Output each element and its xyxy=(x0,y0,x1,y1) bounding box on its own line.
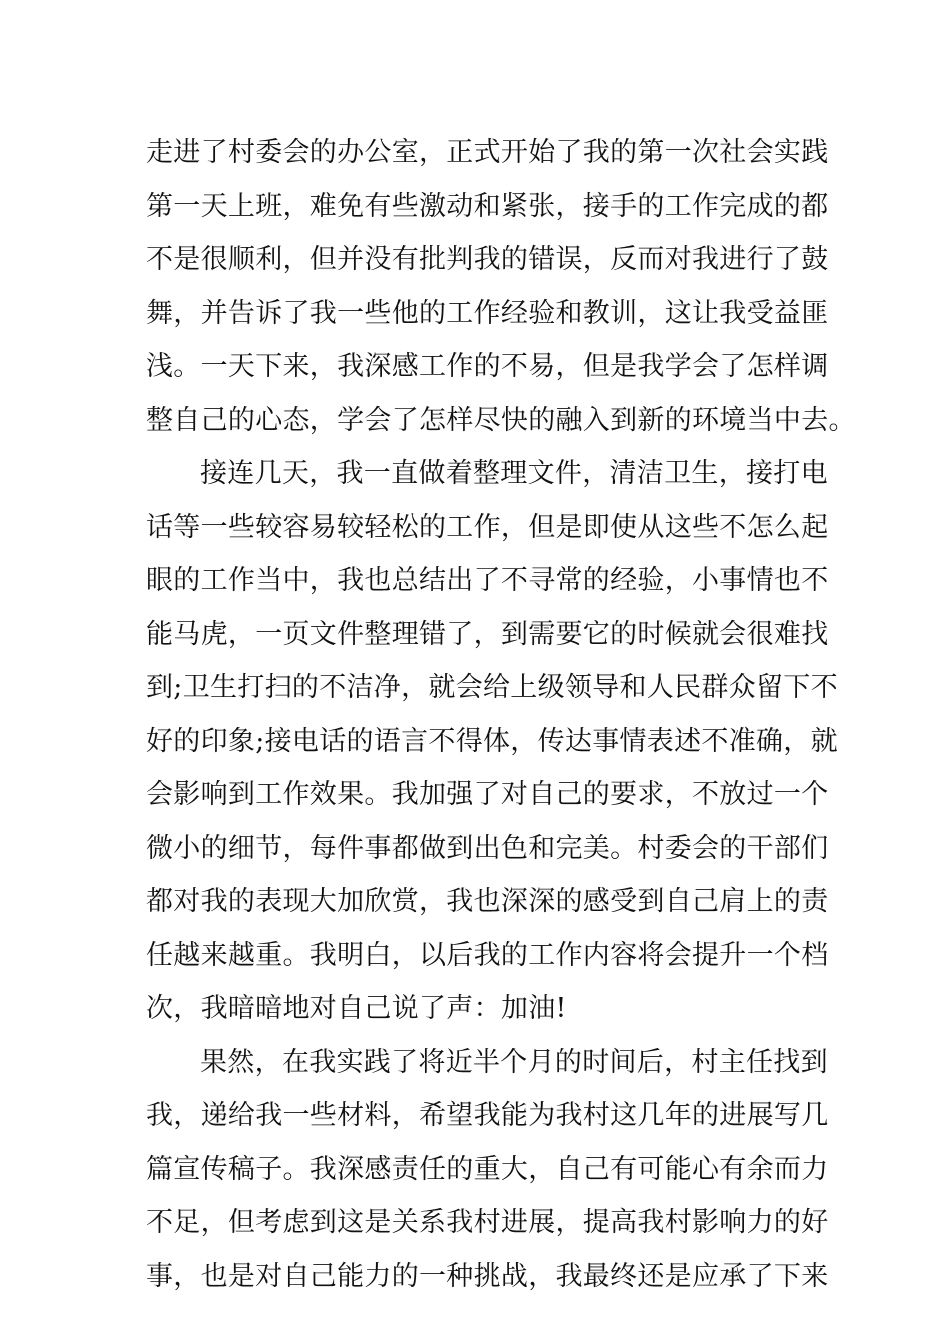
text-line: 不是很顺利，但并没有批判我的错误，反而对我进行了鼓 xyxy=(146,244,829,275)
text-line: 能马虎，一页文件整理错了，到需要它的时候就会很难找 xyxy=(146,618,829,650)
text-line: 会影响到工作效果。我加强了对自己的要求，不放过一个 xyxy=(146,779,829,810)
text-line: 走进了村委会的办公室，正式开始了我的第一次社会实践 xyxy=(146,137,829,168)
text-line: 舞，并告诉了我一些他的工作经验和教训，这让我受益匪 xyxy=(146,297,829,329)
text-line: 事，也是对自己能力的一种挑战，我最终还是应承了下来 xyxy=(146,1260,829,1292)
text-line: 浅。一天下来，我深感工作的不易，但是我学会了怎样调 xyxy=(146,351,829,382)
text-line: 话等一些较容易较轻松的工作，但是即使从这些不怎么起 xyxy=(146,511,829,543)
text-line: 好的印象;接电话的语言不得体，传达事情表述不准确，就 xyxy=(146,725,838,757)
body-text xyxy=(146,126,856,1303)
paragraph-start-line: 果然，在我实践了将近半个月的时间后，村主任找到 xyxy=(200,1046,828,1078)
paragraph-start-line: 接连几天，我一直做着整理文件，清洁卫生，接打电 xyxy=(200,458,828,489)
text-line: 到;卫生打扫的不洁净，就会给上级领导和人民群众留下不 xyxy=(146,672,838,703)
text-line: 篇宣传稿子。我深感责任的重大，自己有可能心有余而力 xyxy=(146,1153,829,1185)
text-line: 都对我的表现大加欣赏，我也深深的感受到自己肩上的责 xyxy=(146,886,829,917)
text-line: 眼的工作当中，我也总结出了不寻常的经验，小事情也不 xyxy=(146,565,829,596)
text-line: 微小的细节，每件事都做到出色和完美。村委会的干部们 xyxy=(146,832,829,864)
text-line: 第一天上班，难免有些激动和紧张，接手的工作完成的都 xyxy=(146,190,829,222)
text-line: 次，我暗暗地对自己说了声：加油! xyxy=(146,993,567,1024)
text-line: 整自己的心态，学会了怎样尽快的融入到新的环境当中去。 xyxy=(146,404,856,436)
text-line: 任越来越重。我明白，以后我的工作内容将会提升一个档 xyxy=(146,939,829,971)
text-line: 我，递给我一些材料，希望我能为我村这几年的进展写几 xyxy=(146,1100,829,1131)
text-line: 不足，但考虑到这是关系我村进展，提高我村影响力的好 xyxy=(146,1207,829,1238)
